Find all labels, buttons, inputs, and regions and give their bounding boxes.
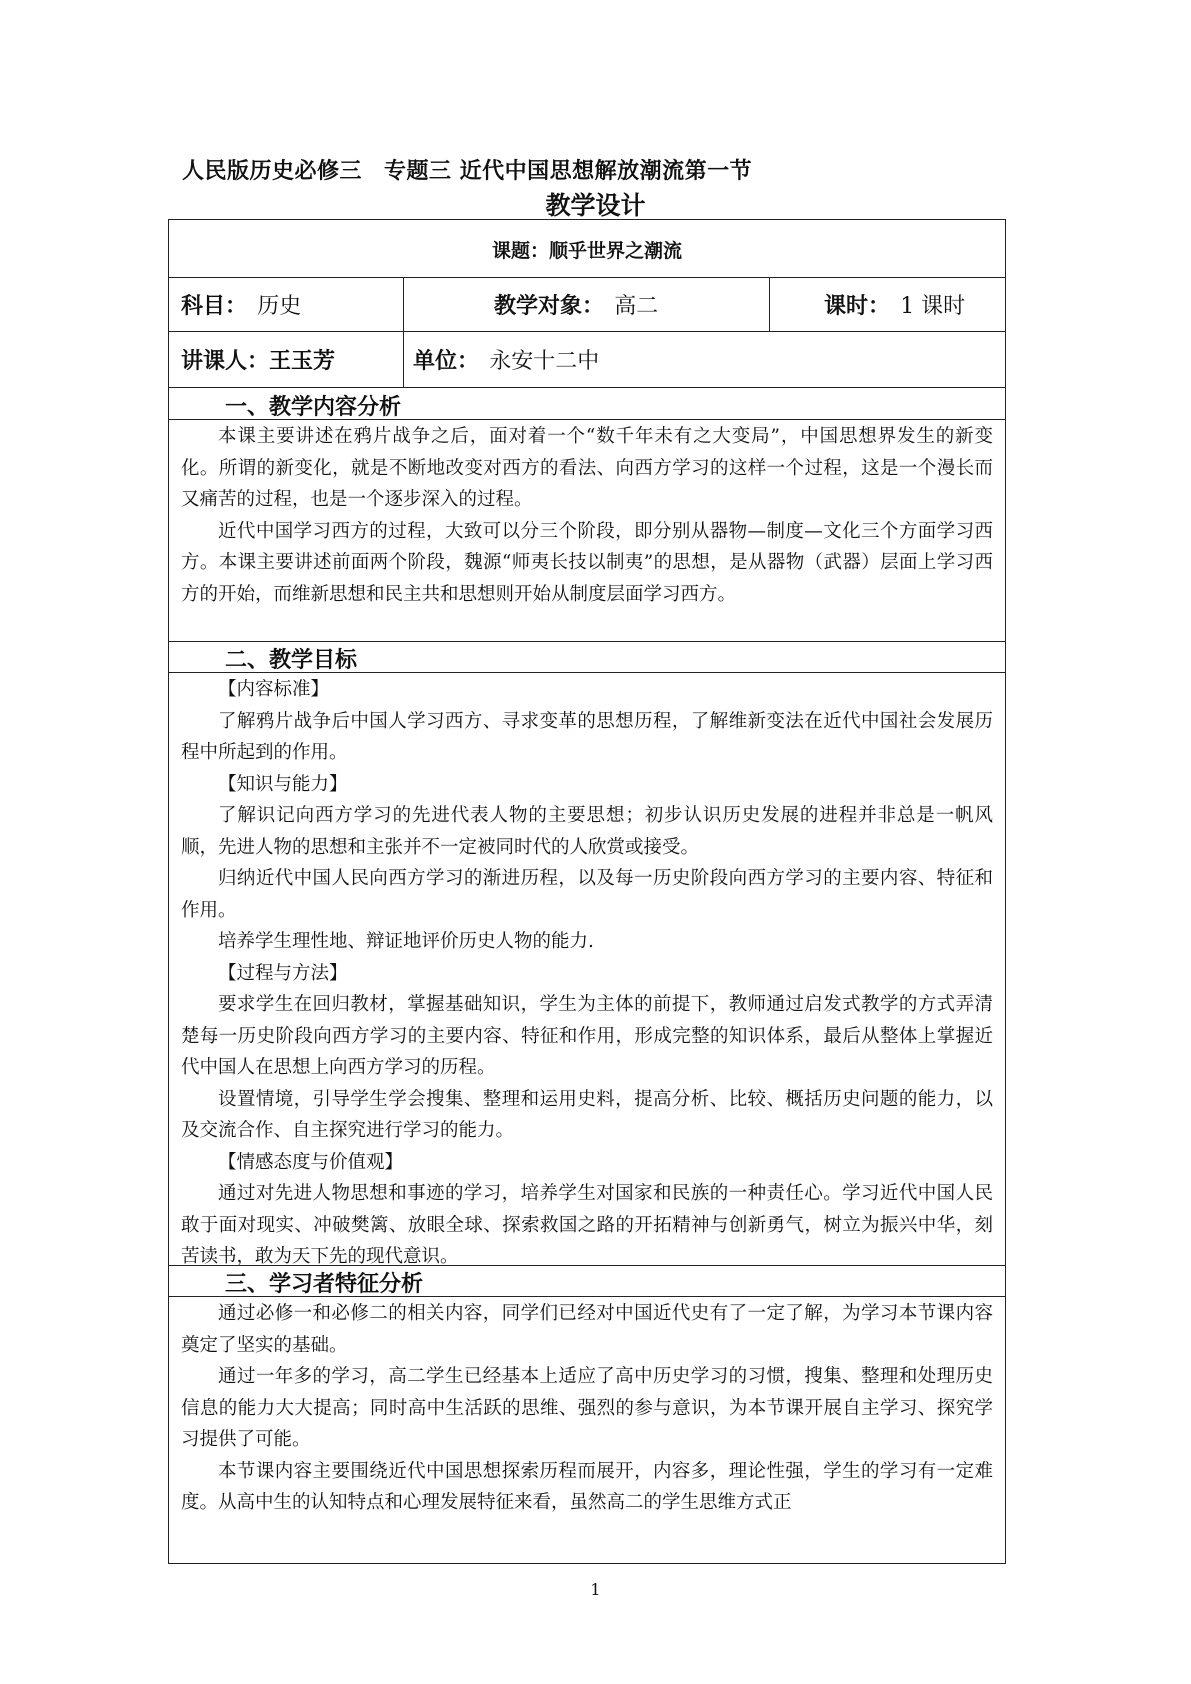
unit-cell: [413, 344, 599, 375]
row-divider: [169, 672, 1005, 673]
audience-label: 教学对象：: [494, 293, 605, 319]
paragraph: 通过一年多的学习，高二学生已经基本上适应了高中历史学习的习惯，搜集、整理和处理历史信息的能力大大提高；同时高中生活跃的思维、强烈的参与意识，为本节课开展自主学习、探究学习提供了可能。: [181, 1366, 993, 1450]
teaching-goals-body: [181, 674, 993, 1273]
subject-label: 科目：: [181, 293, 248, 319]
unit-value: 永安十二中: [489, 349, 600, 374]
lesson-title: 课题：顺乎世界之潮流: [491, 240, 682, 262]
paragraph: 设置情境，引导学生学会搜集、整理和运用史料，提高分析、比较、概括历史问题的能力，以及交流合作、自主探究进行学习的能力。: [181, 1088, 993, 1141]
hours-label: 课时：: [824, 293, 891, 319]
section-heading-learner-analysis: 三、学习者特征分析: [225, 1271, 424, 1297]
document-header: [182, 154, 752, 185]
lesson-plan-table: [168, 219, 1006, 1564]
row-divider: [169, 277, 1005, 278]
header-course: 人民版历史必修三: [182, 158, 363, 184]
paragraph: 了解鸦片战争后中国人学习西方、寻求变革的思想历程，了解维新变法在近代中国社会发展历程中所起到的作用。: [181, 710, 993, 763]
section-heading-teaching-goals: 二、教学目标: [225, 647, 358, 673]
paragraph: 培养学生理性地、辩证地评价历史人物的能力.: [218, 931, 594, 952]
subheading: 【知识与能力】: [218, 773, 348, 795]
teacher-label: 讲课人：王玉芳: [181, 348, 336, 374]
audience-cell: [494, 289, 658, 320]
row-divider: [169, 1296, 1005, 1297]
content-analysis-body: [181, 421, 993, 610]
paragraph: 通过对先进人物思想和事迹的学习，培养学生对国家和民族的一种责任心。学习近代中国人民敢于面对现实、冲破樊篱、放眼全球、探索救国之路的开拓精神与创新勇气，树立为振兴中华，刻苦读书，敢为天下先的现代意识。: [181, 1183, 993, 1267]
header-topic: 专题三 近代中国思想解放潮流第一节: [384, 158, 753, 184]
subheading: 【情感态度与价值观】: [218, 1151, 404, 1173]
column-divider: [769, 277, 770, 331]
subject-cell: [181, 289, 301, 320]
teacher-cell: [181, 344, 335, 375]
audience-value: 高二: [614, 294, 659, 319]
document-title: 教学设计: [545, 191, 646, 220]
row-divider: [169, 641, 1005, 642]
paragraph: 要求学生在回归教材，掌握基础知识，学生为主体的前提下，教师通过启发式教学的方式弄清楚每一历史阶段向西方学习的主要内容、特征和作用，形成完整的知识体系，最后从整体上掌握近代中国人在思想上向西方学习的历程。: [181, 994, 993, 1078]
paragraph: 本课主要讲述在鸦片战争之后，面对着一个“数千年未有之大变局”，中国思想界发生的新变化。所谓的新变化，就是不断地改变对西方的看法、向西方学习的这样一个过程，这是一个漫长而又痛苦的过程，也是一个逐步深入的过程。: [181, 426, 993, 510]
subject-value: 历史: [257, 294, 302, 319]
page-number: 1: [590, 1580, 601, 1599]
paragraph: 通过必修一和必修二的相关内容，同学们已经对中国近代史有了一定了解，为学习本节课内容奠定了坚实的基础。: [181, 1303, 993, 1356]
hours-value: 1 课时: [900, 294, 966, 319]
subheading: 【过程与方法】: [218, 962, 348, 984]
paragraph: 近代中国学习西方的过程，大致可以分三个阶段，即分别从器物—制度—文化三个方面学习西方。本课主要讲述前面两个阶段，魏源“师夷长技以制夷”的思想，是从器物（武器）层面上学习西方的开始，而维新思想和民主共和思想则开始从制度层面学习西方。: [181, 520, 993, 605]
paragraph: 归纳近代中国人民向西方学习的渐进历程，以及每一历史阶段向西方学习的主要内容、特征和作用。: [181, 868, 993, 921]
unit-label: 单位：: [413, 348, 480, 374]
section-heading-content-analysis: 一、教学内容分析: [225, 394, 402, 420]
paragraph: 了解识记向西方学习的先进代表人物的主要思想；初步认识历史发展的进程并非总是一帆风顺，先进人物的思想和主张并不一定被同时代的人欣赏或接受。: [181, 805, 993, 858]
column-divider: [403, 331, 404, 387]
row-divider: [169, 331, 1005, 332]
subheading: 【内容标准】: [218, 679, 330, 700]
column-divider: [403, 277, 404, 331]
row-divider: [169, 419, 1005, 420]
paragraph: 本节课内容主要围绕近代中国思想探索历程而展开，内容多，理论性强，学生的学习有一定难度。从高中生的认知特点和心理发展特征来看，虽然高二的学生思维方式正: [181, 1460, 993, 1513]
learner-analysis-body: [181, 1298, 993, 1519]
hours-cell: [824, 289, 965, 320]
row-divider: [169, 387, 1005, 388]
row-divider: [169, 1265, 1005, 1266]
